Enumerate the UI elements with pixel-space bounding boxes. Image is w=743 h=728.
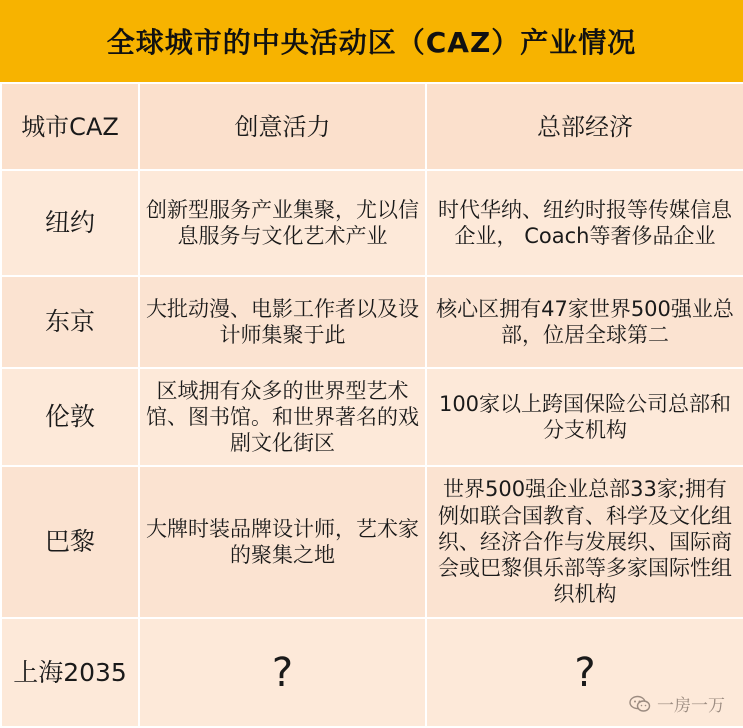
hq-cell: 时代华纳、纽约时报等传媒信息企业， Coach等奢侈品企业 bbox=[426, 170, 743, 276]
column-header-hq: 总部经济 bbox=[426, 83, 743, 170]
table-row bbox=[1, 276, 743, 368]
city-cell: 东京 bbox=[1, 276, 139, 368]
creative-cell: 大批动漫、电影工作者以及设计师集聚于此 bbox=[139, 276, 426, 368]
city-cell: 巴黎 bbox=[1, 466, 139, 618]
hq-cell: 核心区拥有47家世界500强业总部，位居全球第二 bbox=[426, 276, 743, 368]
table-row bbox=[1, 466, 743, 618]
city-cell: 纽约 bbox=[1, 170, 139, 276]
wechat-icon bbox=[629, 695, 651, 713]
city-cell: 上海2035 bbox=[1, 618, 139, 727]
creative-cell: ? bbox=[139, 618, 426, 727]
creative-cell: 区域拥有众多的世界型艺术馆、图书馆。和世界著名的戏剧文化街区 bbox=[139, 368, 426, 466]
creative-cell: 创新型服务产业集聚，尤以信息服务与文化艺术产业 bbox=[139, 170, 426, 276]
watermark-text: 一房一万 bbox=[657, 696, 725, 716]
table-title: 全球城市的中央活动区（CAZ）产业情况 bbox=[0, 0, 743, 82]
city-cell: 伦敦 bbox=[1, 368, 139, 466]
caz-industry-table bbox=[0, 82, 743, 728]
column-header-creative: 创意活力 bbox=[139, 83, 426, 170]
table-row bbox=[1, 368, 743, 466]
table-row bbox=[1, 170, 743, 276]
header-row bbox=[1, 83, 743, 170]
hq-cell: 世界500强企业总部33家;拥有例如联合国教育、科学及文化组织、经济合作与发展织、国际商会或巴黎俱乐部等多家国际性组织机构 bbox=[426, 466, 743, 618]
hq-cell: 100家以上跨国保险公司总部和分支机构 bbox=[426, 368, 743, 466]
column-header-city: 城市CAZ bbox=[1, 83, 139, 170]
creative-cell: 大牌时装品牌设计师，艺术家的聚集之地 bbox=[139, 466, 426, 618]
hq-cell: ? bbox=[426, 618, 743, 727]
watermark bbox=[629, 691, 725, 716]
